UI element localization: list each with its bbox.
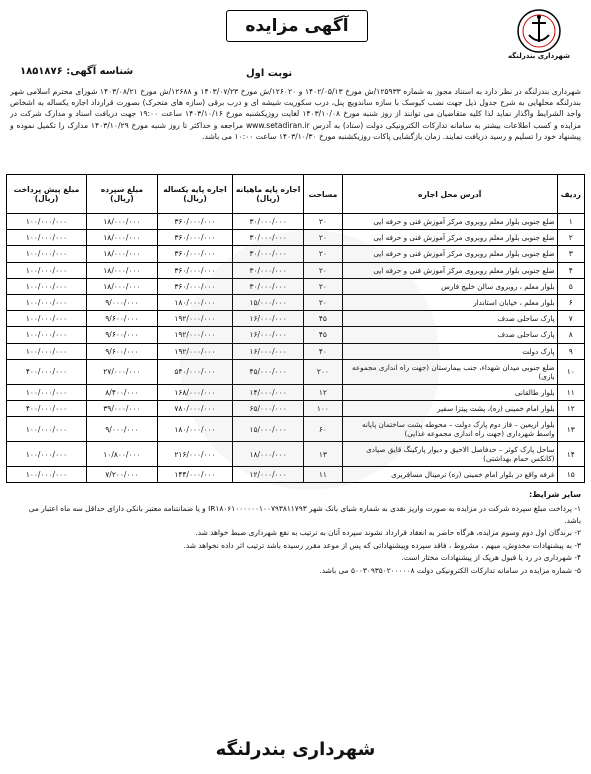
cell-area: ۴۵ xyxy=(304,327,343,343)
table-row xyxy=(7,311,585,327)
table-row xyxy=(7,246,585,262)
table-row xyxy=(7,442,585,467)
cell-area: ۲۰ xyxy=(304,294,343,310)
cell-address: غرفه واقع در بلوار امام خمینی (ره) ترمینال مسافربری xyxy=(342,467,557,483)
cell-monthly-rent: ۳۰/۰۰۰/۰۰۰ xyxy=(233,230,304,246)
cell-deposit: ۱۸/۰۰۰/۰۰۰ xyxy=(87,278,158,294)
cell-row-number: ۱۴ xyxy=(557,442,584,467)
cell-row-number: ۷ xyxy=(557,311,584,327)
cell-monthly-rent: ۱۲/۰۰۰/۰۰۰ xyxy=(233,467,304,483)
cell-row-number: ۲ xyxy=(557,230,584,246)
cell-prepayment: ۱۰۰/۰۰۰/۰۰۰ xyxy=(7,442,87,467)
cell-area: ۱۱ xyxy=(304,467,343,483)
cell-prepayment: ۱۰۰/۰۰۰/۰۰۰ xyxy=(7,327,87,343)
cell-prepayment: ۱۰۰/۰۰۰/۰۰۰ xyxy=(7,311,87,327)
cell-deposit: ۱۸/۰۰۰/۰۰۰ xyxy=(87,246,158,262)
cell-yearly-rent: ۱۹۲/۰۰۰/۰۰۰ xyxy=(157,327,232,343)
table-row xyxy=(7,262,585,278)
intro-paragraph: شهرداری بندرلنگه در نظر دارد به استناد مجوز به شماره ۱۲۵۹۳۳/ش مورخ ۱۴۰۲/۰۵/۱۳ و ۱۲۶۰۲۰/ش مورخ ۱۴۰۳/۰۷/۲۳ و ۱۲۶۸۸/ش مورخ ۱۴۰۳/۰۸/۲۱ شورای محترم اسلامی شهر بندرلنگه محلهایی به شرح جدول ذیل جهت نصب کیوسک با سازه ساندویچ پنل، درب سکوریت شیشه ای و درب برقی (سازه های متحرک) بصورت قرارداد اجاره یکساله به اشخاص واجد الشرایط واگذار نماید لذا کلیه متقاضیان می توانند از روز شنبه مورخ ۱۴۰۳/۱۰/۰۸ لغایت روزیکشنبه مورخ ۱۴۰۳/۱۰/۱۶ ساعت ۱۹:۰۰ جهت دریافت اسناد و مدارک شرکت در مزایده و کسب اطلاعات بیشتر به سامانه تدارکات الکترونیکی دولت (ستاد) به آدرس www.setadiran.ir مراجعه و حداکثر تا روز شنبه مورخ ۱۴۰۳/۱۰/۲۹ مدارک را تکمیل نموده و پیشنهاد خود را تسلیم و رسید دریافت نمایند. زمان بازگشایی پاکات روزیکشنبه مورخ ۱۴۰۳/۱۰/۳۰ ساعت ۱۰:۰۰ می باشد. xyxy=(10,87,581,141)
cell-row-number: ۱۵ xyxy=(557,467,584,483)
cell-address: ضلع جنوبی بلوار معلم روبروی مرکز آموزش فنی و حرفه ایی xyxy=(342,246,557,262)
cell-area: ۱۳ xyxy=(304,442,343,467)
cell-deposit: ۳۹/۰۰۰/۰۰۰ xyxy=(87,400,158,416)
cell-yearly-rent: ۱۸۰/۰۰۰/۰۰۰ xyxy=(157,417,232,442)
cell-address: پارک دولت xyxy=(342,343,557,359)
cell-row-number: ۱۰ xyxy=(557,359,584,384)
cell-area: ۲۰ xyxy=(304,230,343,246)
notice-meta xyxy=(6,68,585,86)
cell-area: ۴۰ xyxy=(304,343,343,359)
cell-address: بلوار معلم ، خیابان استاندار xyxy=(342,294,557,310)
table-row xyxy=(7,214,585,230)
footer-signature: شهرداری بندرلنگه xyxy=(215,739,376,760)
cell-address: بلوار امام خمینی (ره)، پشت پیتزا سفیر xyxy=(342,400,557,416)
cell-deposit: ۸/۴۰۰/۰۰۰ xyxy=(87,384,158,400)
cell-deposit: ۲۷/۰۰۰/۰۰۰ xyxy=(87,359,158,384)
cell-deposit: ۱۸/۰۰۰/۰۰۰ xyxy=(87,230,158,246)
cell-monthly-rent: ۱۸/۰۰۰/۰۰۰ xyxy=(233,442,304,467)
cell-prepayment: ۴۰۰/۰۰۰/۰۰۰ xyxy=(7,359,87,384)
cell-prepayment: ۱۰۰/۰۰۰/۰۰۰ xyxy=(7,230,87,246)
col-header-monthly-rent: اجاره پایه ماهیانه (ریال) xyxy=(233,175,304,214)
cell-prepayment: ۱۰۰/۰۰۰/۰۰۰ xyxy=(7,214,87,230)
cell-area: ۲۰ xyxy=(304,262,343,278)
cell-row-number: ۱۱ xyxy=(557,384,584,400)
cell-yearly-rent: ۳۶۰/۰۰۰/۰۰۰ xyxy=(157,246,232,262)
table-row xyxy=(7,327,585,343)
table-row xyxy=(7,400,585,416)
cell-monthly-rent: ۱۶/۰۰۰/۰۰۰ xyxy=(233,311,304,327)
cell-row-number: ۱۳ xyxy=(557,417,584,442)
cell-prepayment: ۱۰۰/۰۰۰/۰۰۰ xyxy=(7,467,87,483)
table-row xyxy=(7,384,585,400)
cell-prepayment: ۱۰۰/۰۰۰/۰۰۰ xyxy=(7,294,87,310)
cell-yearly-rent: ۷۸۰/۰۰۰/۰۰۰ xyxy=(157,400,232,416)
table-row xyxy=(7,230,585,246)
cell-monthly-rent: ۶۵/۰۰۰/۰۰۰ xyxy=(233,400,304,416)
cell-monthly-rent: ۱۵/۰۰۰/۰۰۰ xyxy=(233,417,304,442)
cell-area: ۱۰۰ xyxy=(304,400,343,416)
col-header-yearly-rent: اجاره پایه یکساله (ریال) xyxy=(157,175,232,214)
cell-monthly-rent: ۱۵/۰۰۰/۰۰۰ xyxy=(233,294,304,310)
cell-area: ۲۰ xyxy=(304,246,343,262)
condition-item: ۴- شهرداری در رد یا قبول هریک از پیشنهادات مختار است. xyxy=(401,553,581,563)
cell-row-number: ۴ xyxy=(557,262,584,278)
table-row xyxy=(7,343,585,359)
table-row xyxy=(7,359,585,384)
notice-id: شناسه آگهی: ۱۸۵۱۸۷۶ xyxy=(20,66,134,77)
conditions-title: سایر شرایط: xyxy=(529,490,581,500)
cell-yearly-rent: ۳۶۰/۰۰۰/۰۰۰ xyxy=(157,262,232,278)
cell-monthly-rent: ۳۰/۰۰۰/۰۰۰ xyxy=(233,278,304,294)
cell-area: ۲۰۰ xyxy=(304,359,343,384)
col-header-row-number: ردیف xyxy=(557,175,584,214)
cell-deposit: ۹/۶۰۰/۰۰۰ xyxy=(87,311,158,327)
cell-yearly-rent: ۲۱۶/۰۰۰/۰۰۰ xyxy=(157,442,232,467)
cell-row-number: ۱۲ xyxy=(557,400,584,416)
col-header-address: آدرس محل اجاره xyxy=(342,175,557,214)
cell-yearly-rent: ۳۶۰/۰۰۰/۰۰۰ xyxy=(157,278,232,294)
cell-address: ساحل پارک کوثر – حدفاصل الاحیق و دیوار پارکینگ قایق صیادی (کانکس حمام بهداشتی) xyxy=(342,442,557,467)
table-header-row xyxy=(7,175,585,214)
auction-table xyxy=(6,174,585,483)
cell-address: بلوار اربعین – فاز دوم پارک دولت – محوطه پشت ساختمان پایانه واسط شهرداری (جهت راه اندازی مجموعه غذایی) xyxy=(342,417,557,442)
cell-prepayment: ۱۰۰/۰۰۰/۰۰۰ xyxy=(7,246,87,262)
cell-prepayment: ۴۰۰/۰۰۰/۰۰۰ xyxy=(7,400,87,416)
table-row xyxy=(7,278,585,294)
condition-item: ۱- پرداخت مبلغ سپرده شرکت در مزایده به صورت واریز نقدی به شماره شبای بانک شهر IR۱۸۰۶۱۰۰۰۰۰۰۱۰۰۷۹۳۸۱۱۷۹۳ و یا ضمانتنامه معتبر بانکی دارای حداقل سه ماه اعتبار می باشد. xyxy=(28,503,581,526)
cell-address: پارک ساحلی صدف xyxy=(342,327,557,343)
cell-deposit: ۱۸/۰۰۰/۰۰۰ xyxy=(87,262,158,278)
notice-title: آگهی مزایده xyxy=(226,10,368,42)
cell-monthly-rent: ۳۰/۰۰۰/۰۰۰ xyxy=(233,246,304,262)
cell-deposit: ۹/۰۰۰/۰۰۰ xyxy=(87,417,158,442)
logo-caption: شهرداری بندرلنگه xyxy=(507,52,571,60)
table-row xyxy=(7,417,585,442)
cell-prepayment: ۱۰۰/۰۰۰/۰۰۰ xyxy=(7,262,87,278)
cell-row-number: ۱ xyxy=(557,214,584,230)
cell-address: ضلع جنوبی بلوار معلم روبروی مرکز آموزش فنی و حرفه ایی xyxy=(342,262,557,278)
cell-row-number: ۸ xyxy=(557,327,584,343)
cell-yearly-rent: ۱۹۲/۰۰۰/۰۰۰ xyxy=(157,343,232,359)
cell-yearly-rent: ۱۸۰/۰۰۰/۰۰۰ xyxy=(157,294,232,310)
cell-monthly-rent: ۴۵/۰۰۰/۰۰۰ xyxy=(233,359,304,384)
cell-row-number: ۳ xyxy=(557,246,584,262)
condition-item: ۵- شماره مزایده در سامانه تدارکات الکترونیکی دولت ۵۰۰۳۰۹۳۵۰۲۰۰۰۰۰۸ می باشد. xyxy=(319,565,581,575)
cell-row-number: ۹ xyxy=(557,343,584,359)
cell-address: ضلع جنوبی بلوار معلم روبروی مرکز آموزش فنی و حرفه ایی xyxy=(342,230,557,246)
cell-monthly-rent: ۱۶/۰۰۰/۰۰۰ xyxy=(233,327,304,343)
col-header-deposit: مبلغ سپرده (ریال) xyxy=(87,175,158,214)
cell-deposit: ۷/۲۰۰/۰۰۰ xyxy=(87,467,158,483)
cell-row-number: ۶ xyxy=(557,294,584,310)
col-header-area: مساحت xyxy=(304,175,343,214)
cell-monthly-rent: ۱۴/۰۰۰/۰۰۰ xyxy=(233,384,304,400)
cell-address: بلوار طالقانی xyxy=(342,384,557,400)
cell-yearly-rent: ۱۶۸/۰۰۰/۰۰۰ xyxy=(157,384,232,400)
cell-prepayment: ۱۰۰/۰۰۰/۰۰۰ xyxy=(7,417,87,442)
cell-address: بلوار معلم ، روبروی سالن خلیج فارس xyxy=(342,278,557,294)
cell-monthly-rent: ۱۶/۰۰۰/۰۰۰ xyxy=(233,343,304,359)
cell-area: ۴۵ xyxy=(304,311,343,327)
municipality-logo xyxy=(507,8,571,66)
cell-prepayment: ۱۰۰/۰۰۰/۰۰۰ xyxy=(7,384,87,400)
cell-deposit: ۱۰/۸۰۰/۰۰۰ xyxy=(87,442,158,467)
condition-item: ۳- به پیشنهادات مخدوش، مبهم ، مشروط ، فاقد سپرده وپیشنهاداتی که پس از موعد مقرر رسیده باشد ترتیب اثر داده نخواهد شد. xyxy=(183,540,581,550)
cell-yearly-rent: ۵۴۰/۰۰۰/۰۰۰ xyxy=(157,359,232,384)
cell-area: ۶۰ xyxy=(304,417,343,442)
cell-area: ۲۰ xyxy=(304,278,343,294)
conditions-section xyxy=(6,489,585,577)
cell-yearly-rent: ۳۶۰/۰۰۰/۰۰۰ xyxy=(157,230,232,246)
col-header-prepayment: مبلغ پیش پرداخت (ریال) xyxy=(7,175,87,214)
cell-address: ضلع جنوبی بلوار معلم روبروی مرکز آموزش فنی و حرفه ایی xyxy=(342,214,557,230)
round-label: نوبت اول xyxy=(246,68,293,79)
cell-address: ضلع جنوبی میدان شهداء، جنب بیمارستان (جهت راه اندازی مجموعه بازی) xyxy=(342,359,557,384)
cell-prepayment: ۱۰۰/۰۰۰/۰۰۰ xyxy=(7,278,87,294)
cell-area: ۱۲ xyxy=(304,384,343,400)
cell-deposit: ۹/۶۰۰/۰۰۰ xyxy=(87,343,158,359)
cell-yearly-rent: ۳۶۰/۰۰۰/۰۰۰ xyxy=(157,214,232,230)
table-row xyxy=(7,294,585,310)
cell-deposit: ۹/۰۰۰/۰۰۰ xyxy=(87,294,158,310)
cell-yearly-rent: ۱۴۴/۰۰۰/۰۰۰ xyxy=(157,467,232,483)
cell-address: پارک ساحلی صدف xyxy=(342,311,557,327)
notice-header xyxy=(6,4,585,68)
table-row xyxy=(7,467,585,483)
cell-prepayment: ۱۰۰/۰۰۰/۰۰۰ xyxy=(7,343,87,359)
cell-monthly-rent: ۳۰/۰۰۰/۰۰۰ xyxy=(233,214,304,230)
condition-item: ۲- برندگان اول دوم وسوم مزایده، هرگاه حاضر به انعقاد قرارداد نشوند سپرده آنان به ترتیب به نفع شهرداری ضبط خواهد شد. xyxy=(195,528,581,538)
cell-deposit: ۱۸/۰۰۰/۰۰۰ xyxy=(87,214,158,230)
cell-row-number: ۵ xyxy=(557,278,584,294)
anchor-emblem-icon xyxy=(516,8,562,54)
cell-area: ۲۰ xyxy=(304,214,343,230)
cell-yearly-rent: ۱۹۲/۰۰۰/۰۰۰ xyxy=(157,311,232,327)
cell-monthly-rent: ۳۰/۰۰۰/۰۰۰ xyxy=(233,262,304,278)
cell-deposit: ۹/۶۰۰/۰۰۰ xyxy=(87,327,158,343)
